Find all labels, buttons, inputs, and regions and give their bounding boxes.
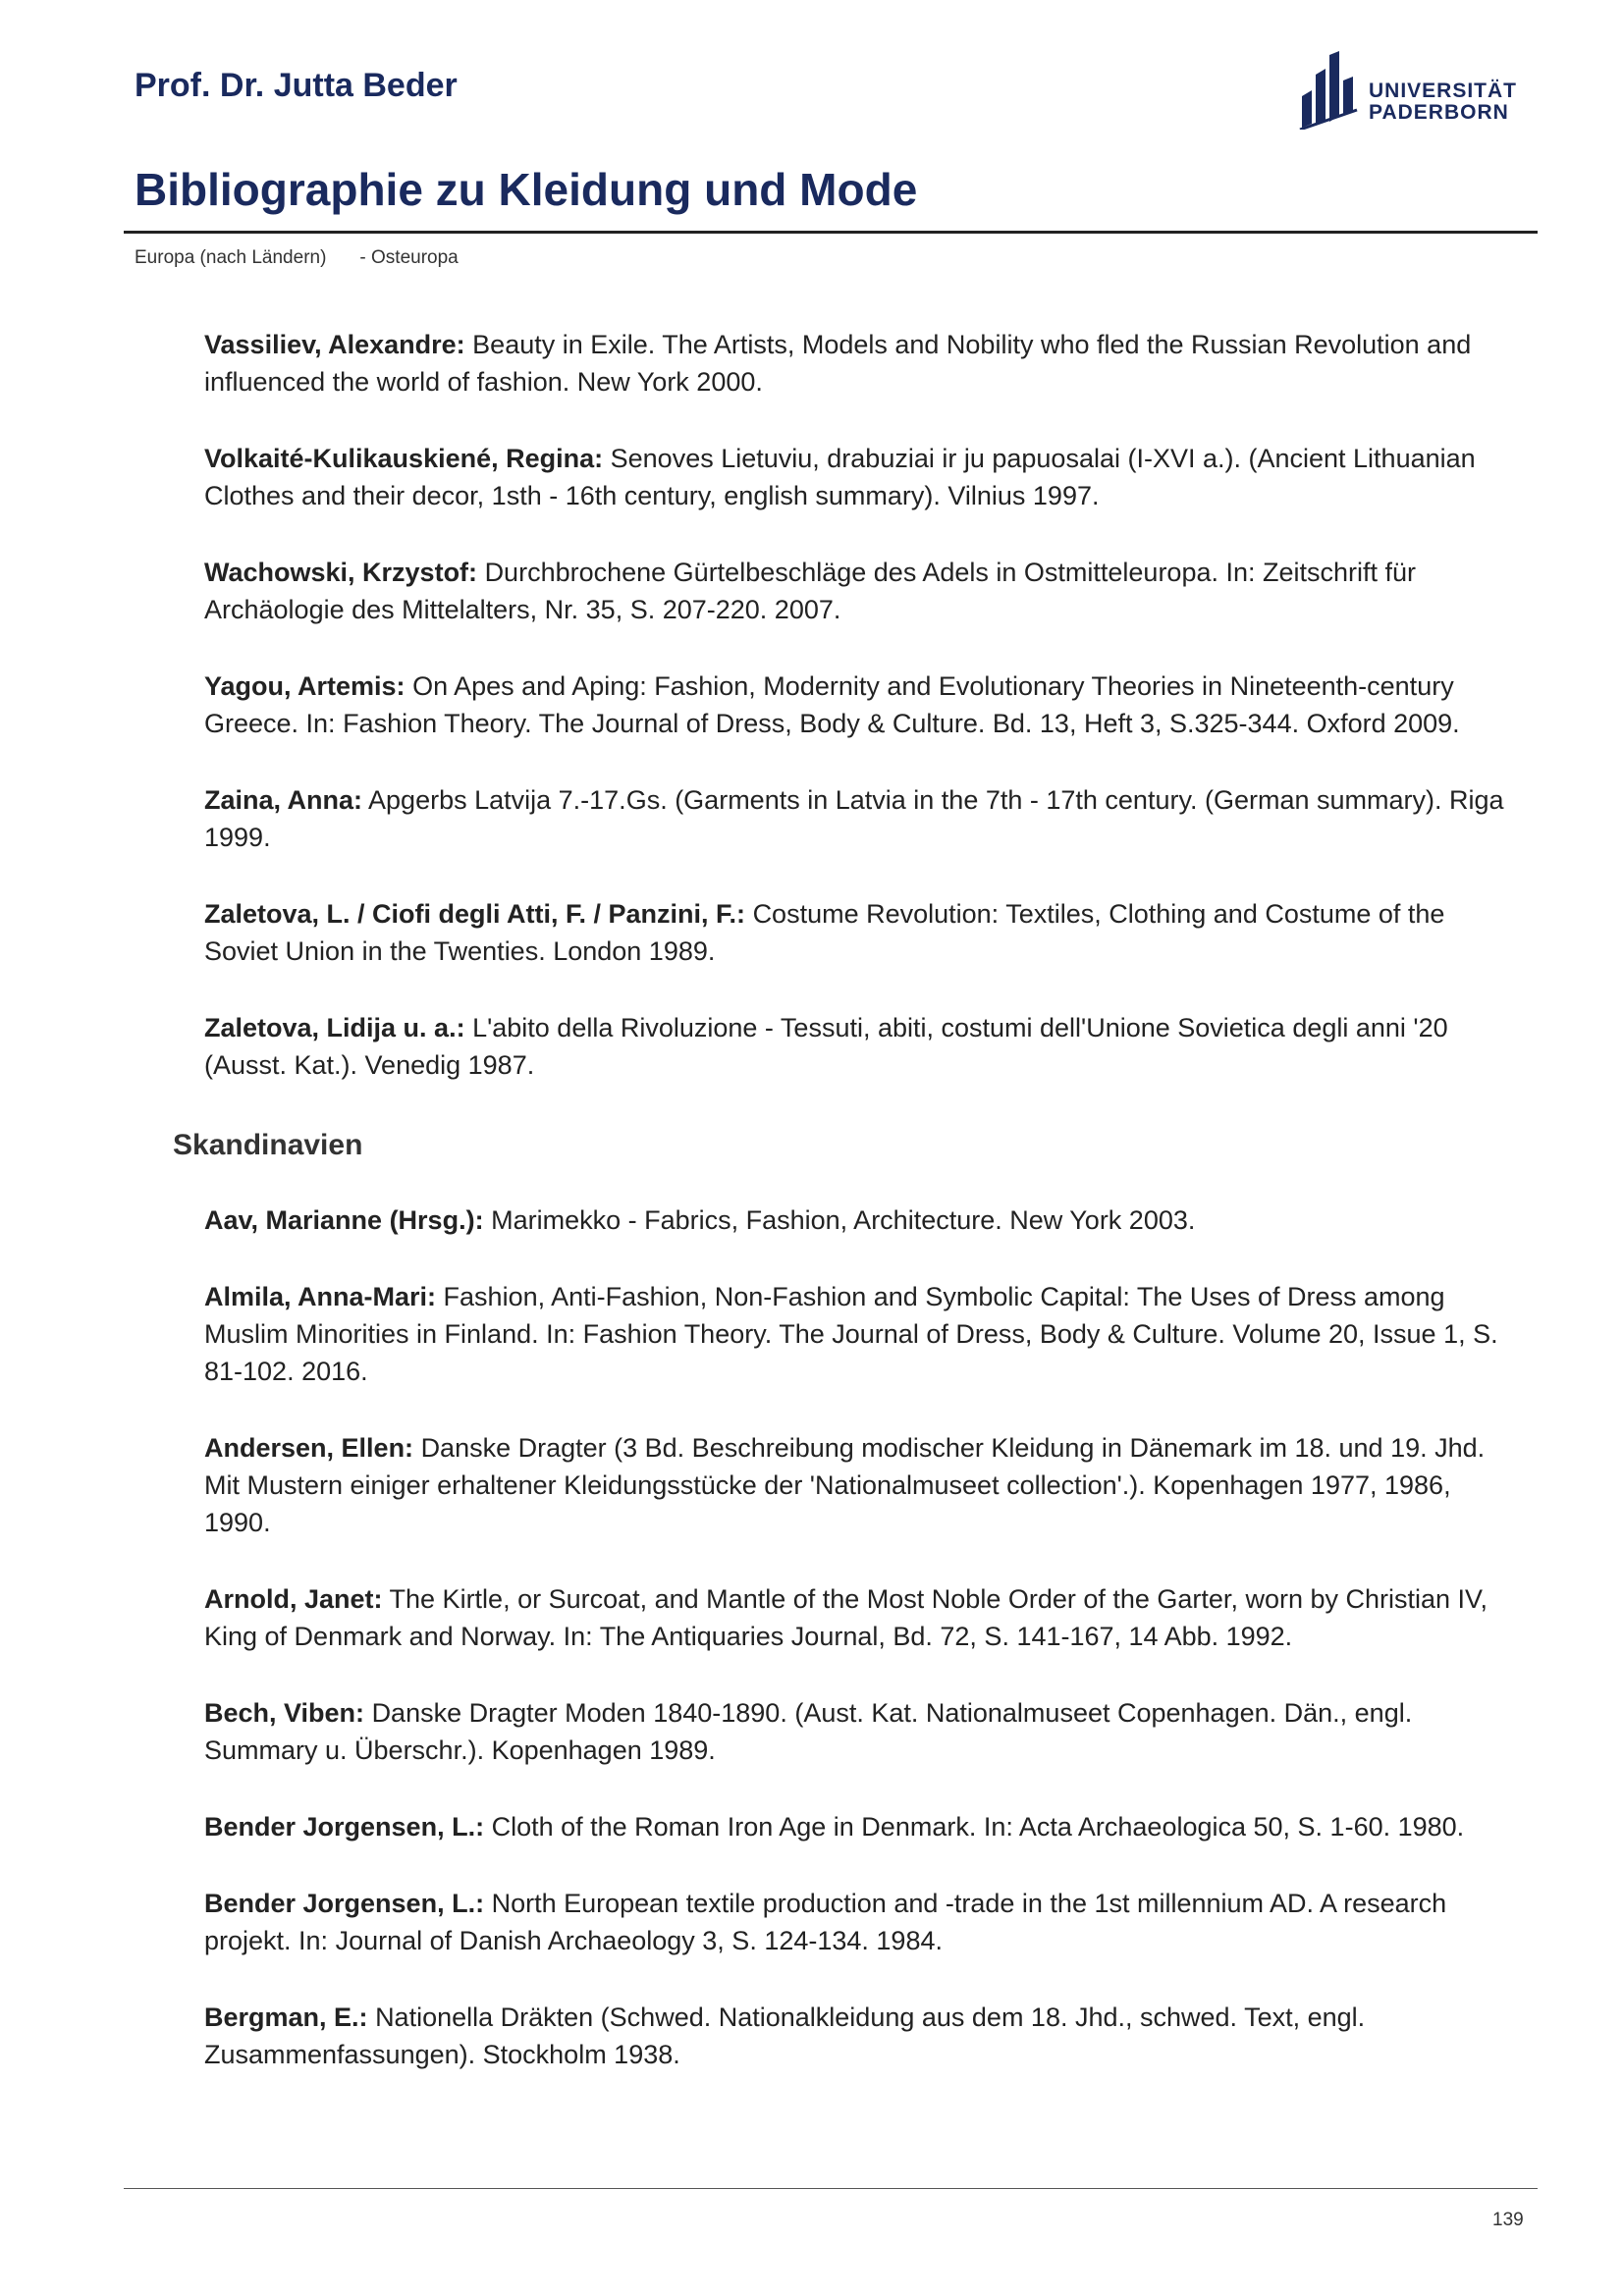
entry-text: Beauty in Exile. The Artists, Models and Nobility who fled the Russian Revolution and influenced the world of fashion. New York 2000.	[204, 330, 1472, 397]
entry-author: Bergman, E.:	[204, 2002, 368, 2032]
entry-author: Arnold, Janet:	[204, 1584, 383, 1614]
bibliography-entry	[204, 1885, 1520, 1959]
entry-author: Bender Jorgensen, L.:	[204, 1812, 485, 1842]
entry-author: Aav, Marianne (Hrsg.):	[204, 1205, 484, 1235]
university-emblem-icon	[1298, 51, 1361, 130]
bibliography-entry	[204, 1009, 1520, 1084]
entry-text: Senoves Lietuviu, drabuziai ir ju papuosalai (I-XVI a.). (Ancient Lithuanian Clothes and their decor, 1sth - 16th century, english summary). Vilnius 1997.	[204, 444, 1476, 510]
entry-author: Vassiliev, Alexandre:	[204, 330, 465, 359]
document-title: Bibliographie zu Kleidung und Mode	[135, 164, 918, 215]
logo-line-1: UNIVERSITÄT	[1369, 80, 1518, 102]
page-number: 139	[1492, 2210, 1524, 2230]
bibliography-entry	[204, 1429, 1520, 1541]
breadcrumb-part-1: Europa (nach Ländern)	[135, 247, 327, 268]
entry-author: Wachowski, Krzystof:	[204, 558, 478, 587]
bibliography-entry	[204, 326, 1520, 400]
breadcrumb-part-2: - Osteuropa	[359, 247, 459, 268]
bibliography-entry	[204, 667, 1520, 742]
entry-text: The Kirtle, or Surcoat, and Mantle of the Most Noble Order of the Garter, worn by Christian IV, King of Denmark and Norway. In: The Antiquaries Journal, Bd. 72, S. 141-167, 14 Abb. 1992.	[204, 1584, 1488, 1651]
entry-text: L'abito della Rivoluzione - Tessuti, abiti, costumi dell'Unione Sovietica degli anni '20 (Ausst. Kat.). Venedig 1987.	[204, 1013, 1448, 1080]
page-author: Prof. Dr. Jutta Beder	[135, 67, 458, 104]
entry-author: Zaletova, L. / Ciofi degli Atti, F. / Panzini, F.:	[204, 899, 746, 929]
entry-text: Costume Revolution: Textiles, Clothing and Costume of the Soviet Union in the Twenties. London 1989.	[204, 899, 1445, 966]
bibliography-entry	[204, 1201, 1520, 1239]
entry-text: Durchbrochene Gürtelbeschläge des Adels in Ostmitteleuropa. In: Zeitschrift für Archäologie des Mittelalters, Nr. 35, S. 207-220. 2007.	[204, 558, 1417, 624]
breadcrumb	[135, 247, 459, 269]
university-logo-text	[1369, 80, 1517, 124]
bibliography-entry	[204, 781, 1520, 856]
entry-text: Nationella Dräkten (Schwed. Nationalkleidung aus dem 18. Jhd., schwed. Text, engl. Zusammenfassungen). Stockholm 1938.	[204, 2002, 1366, 2069]
bibliography-entry	[204, 1999, 1520, 2073]
entry-text: Cloth of the Roman Iron Age in Denmark. In: Acta Archaeologica 50, S. 1-60. 1980.	[491, 1812, 1465, 1842]
entry-author: Andersen, Ellen:	[204, 1433, 414, 1463]
section-heading: Skandinavien	[173, 1129, 363, 1161]
entry-author: Zaletova, Lidija u. a.:	[204, 1013, 465, 1042]
entry-author: Almila, Anna-Mari:	[204, 1282, 437, 1311]
header-divider	[124, 231, 1538, 234]
entry-text: Apgerbs Latvija 7.-17.Gs. (Garments in Latvia in the 7th - 17th century. (German summary). Riga 1999.	[204, 785, 1504, 852]
entry-author: Bender Jorgensen, L.:	[204, 1889, 485, 1918]
entry-author: Zaina, Anna:	[204, 785, 363, 815]
bibliography-entry	[204, 554, 1520, 628]
footer-divider	[124, 2188, 1538, 2189]
bibliography-entry	[204, 895, 1520, 970]
bibliography-entry	[204, 440, 1520, 514]
bibliography-entry	[204, 1694, 1520, 1769]
bibliography-list	[173, 326, 1520, 2073]
entry-text: Danske Dragter (3 Bd. Beschreibung modischer Kleidung in Dänemark im 18. und 19. Jhd. Mit Mustern einiger erhaltener Kleidungsstücke der 'Nationalmuseet collection'.). Kopenhagen 1977, 1986, 1990.	[204, 1433, 1486, 1537]
bibliography-entry	[204, 1278, 1520, 1390]
university-logo	[1298, 51, 1534, 132]
entry-text: On Apes and Aping: Fashion, Modernity and Evolutionary Theories in Nineteenth-century Greece. In: Fashion Theory. The Journal of Dress, Body & Culture. Bd. 13, Heft 3, S.325-344. Oxford 2009.	[204, 671, 1460, 738]
entry-author: Yagou, Artemis:	[204, 671, 406, 701]
logo-line-2: PADERBORN	[1369, 101, 1509, 124]
entry-author: Bech, Viben:	[204, 1698, 365, 1728]
entry-author: Volkaité-Kulikauskiené, Regina:	[204, 444, 604, 473]
entry-text: North European textile production and -trade in the 1st millennium AD. A research projekt. In: Journal of Danish Archaeology 3, S. 124-134. 1984.	[204, 1889, 1447, 1955]
entry-text: Danske Dragter Moden 1840-1890. (Aust. Kat. Nationalmuseet Copenhagen. Dän., engl. Summary u. Überschr.). Kopenhagen 1989.	[204, 1698, 1413, 1765]
entry-text: Marimekko - Fabrics, Fashion, Architecture. New York 2003.	[491, 1205, 1196, 1235]
bibliography-entry	[204, 1580, 1520, 1655]
bibliography-entry	[204, 1808, 1520, 1845]
entry-text: Fashion, Anti-Fashion, Non-Fashion and Symbolic Capital: The Uses of Dress among Muslim Minorities in Finland. In: Fashion Theory. The Journal of Dress, Body & Culture. Volume 20, Issue 1, S. 81-102. 2016.	[204, 1282, 1498, 1386]
